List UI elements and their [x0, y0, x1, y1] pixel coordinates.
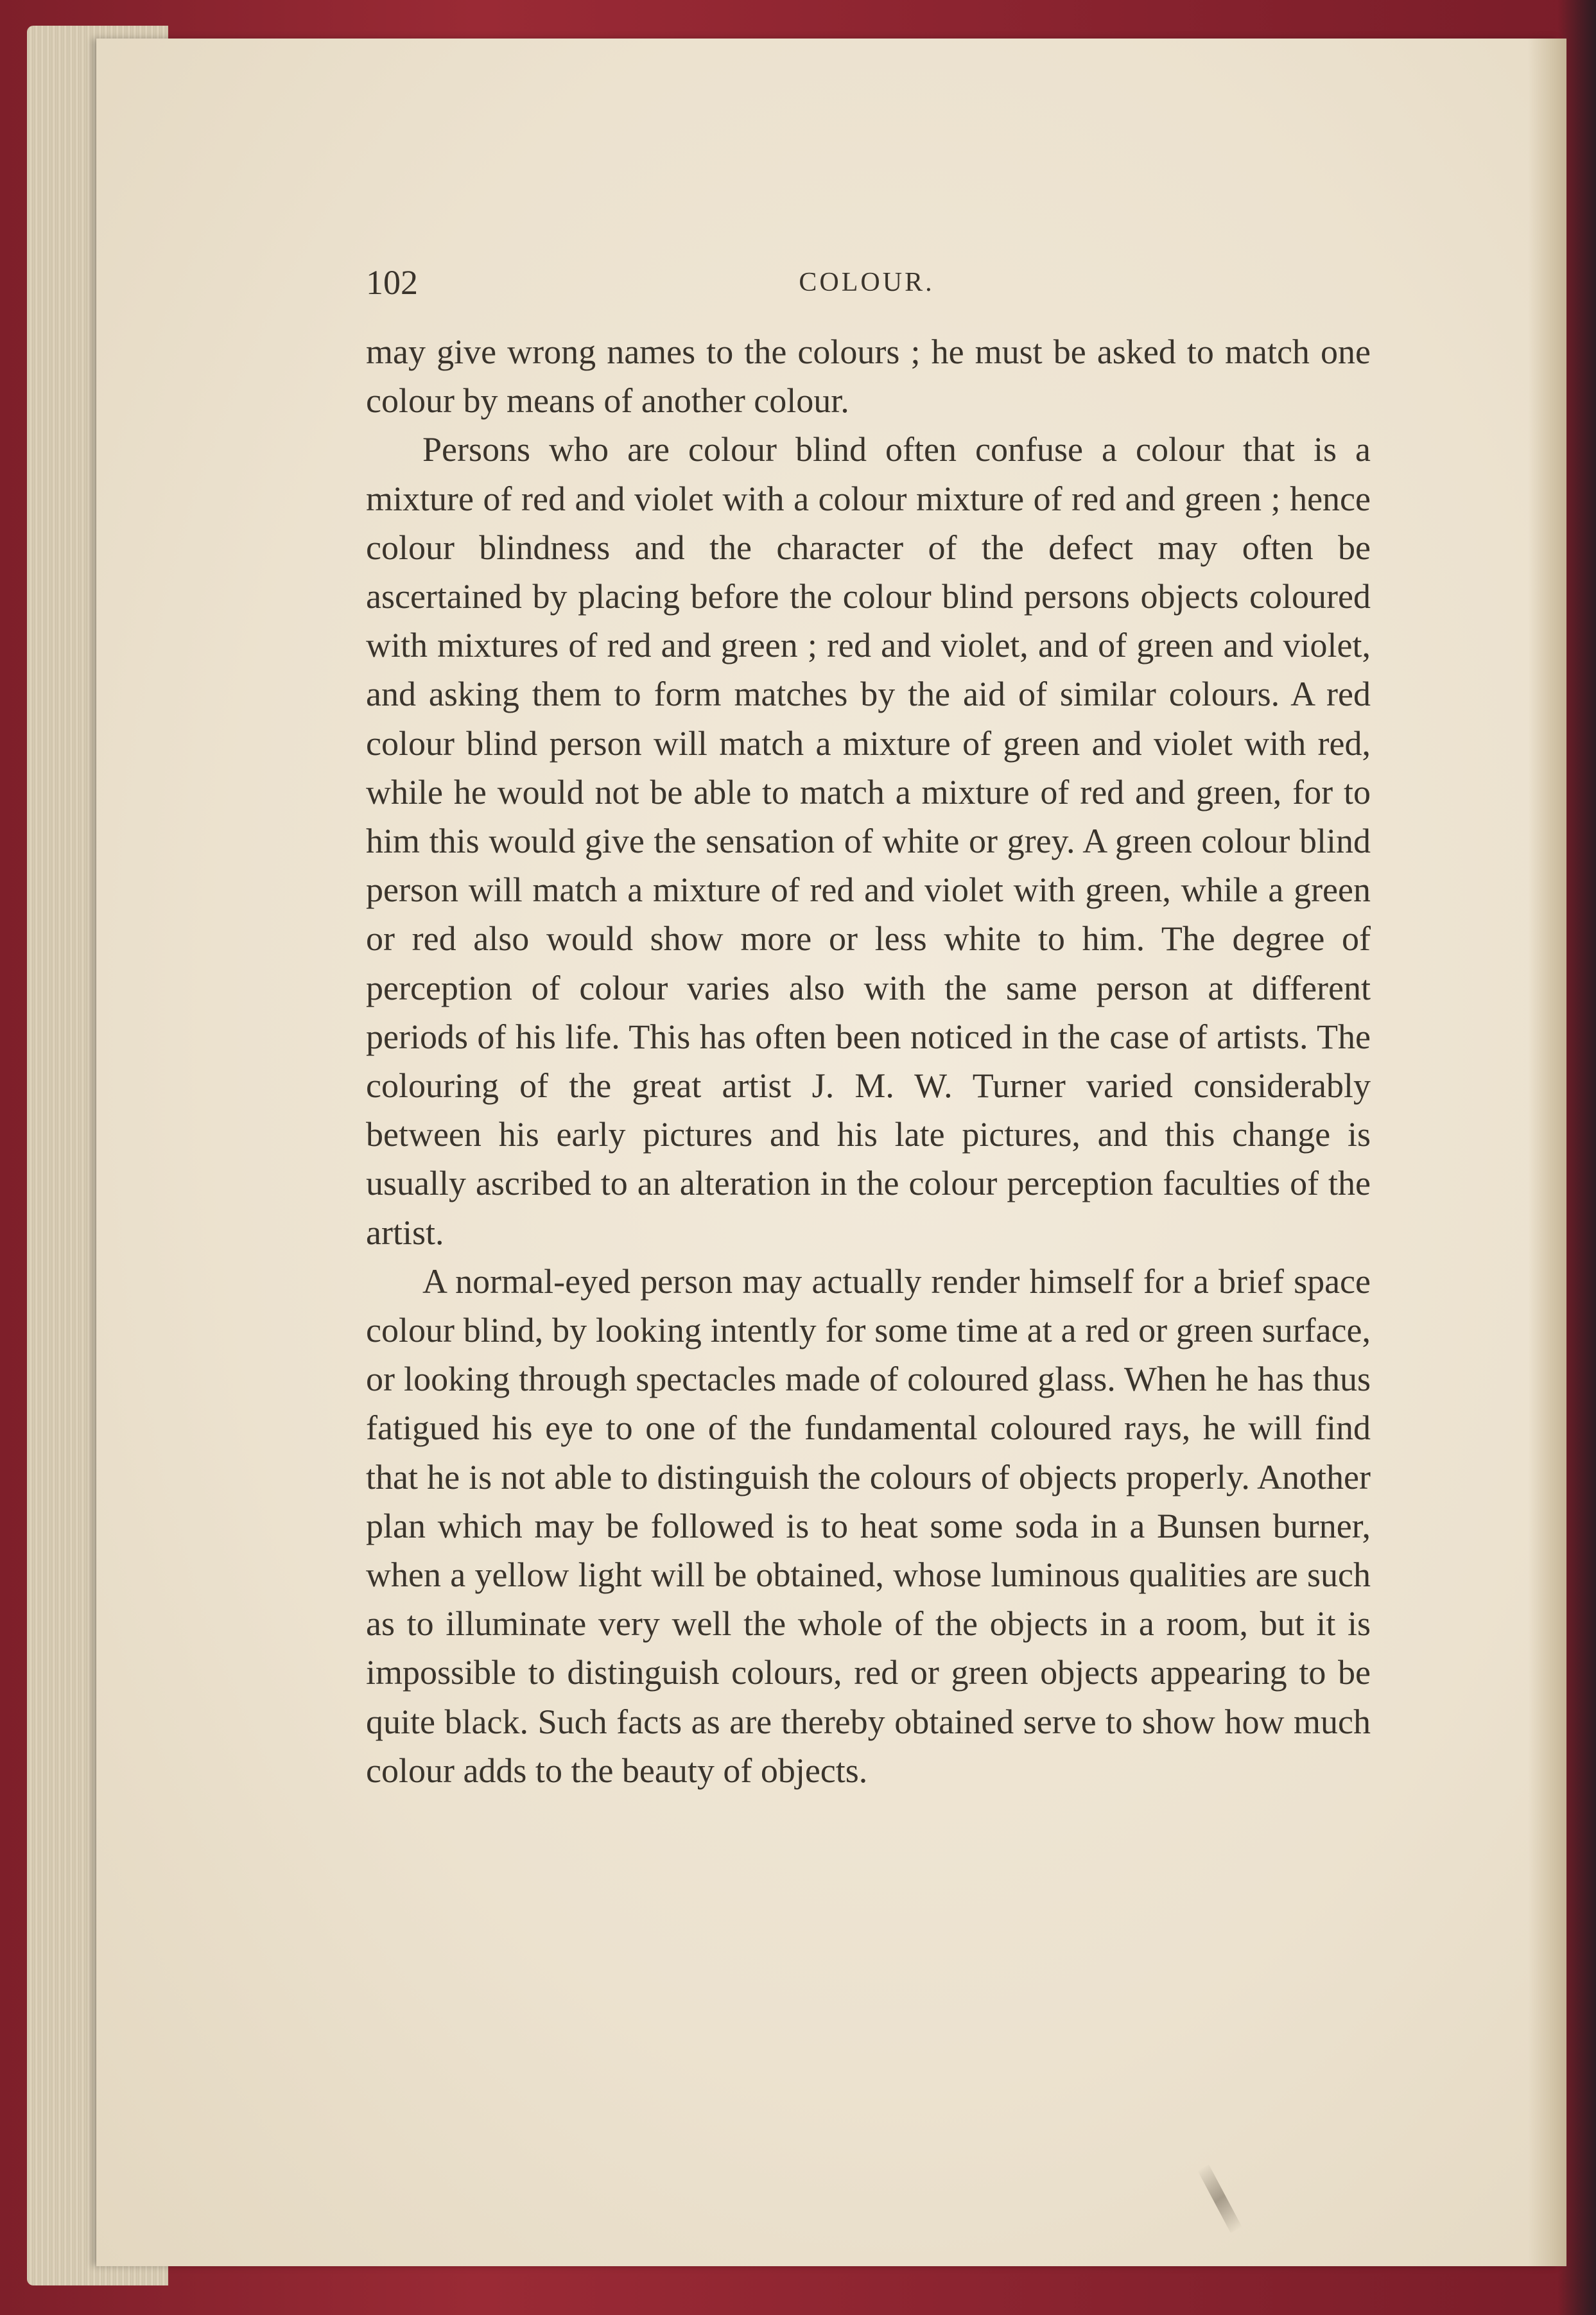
paragraph-normal-eyed-person: A normal-eyed person may actually render himself for a brief space colour blind, by looking intently for some time at a red or green surface, or looking through spectacles made of coloured glass. When he has thus fatigued his eye to one of the fundamental coloured rays, he will find that he is not able to distinguish the colours of objects properly. Another plan which may be followed is to heat some soda in a Bunsen burner, when a yellow light will be obtained, whose luminous qualities are such as to illuminate very well the whole of the objects in a room, but it is impossible to distinguish colours, red or green objects appearing to be quite black. Such facts as are thereby obtained serve to show how much colour adds to the beauty of objects.: [366, 1262, 1371, 1790]
paragraph-continued: may give wrong names to the colours ; he must be asked to match one colour by means of another colour.: [366, 333, 1371, 421]
running-title: COLOUR.: [799, 268, 935, 297]
page-number: 102: [366, 263, 418, 302]
page-fold: [1528, 39, 1566, 2266]
body-text: [366, 327, 1371, 1795]
running-head: [366, 257, 1367, 308]
paragraph-colour-blind-persons: Persons who are colour blind often confuse a colour that is a mixture of red and violet with a colour mixture of red and green ; hence colour blindness and the character of the defect may often be ascertained by placing before the colour blind persons objects coloured with mixtures of red and green ; red and violet, and of green and violet, and asking them to form matches by the aid of similar colours. A red colour blind person will match a mixture of green and violet with red, while he would not be able to match a mixture of red and green, for to him this would give the sensation of white or grey. A green colour blind person will match a mixture of red and violet with green, while a green or red also would show more or less white to him. The degree of perception of colour varies also with the same person at different periods of his life. This has often been noticed in the case of artists. The colouring of the great artist J. M. W. Turner varied considerably between his early pictures and his late pictures, and this change is usually ascribed to an alteration in the colour perception faculties of the artist.: [366, 430, 1371, 1252]
